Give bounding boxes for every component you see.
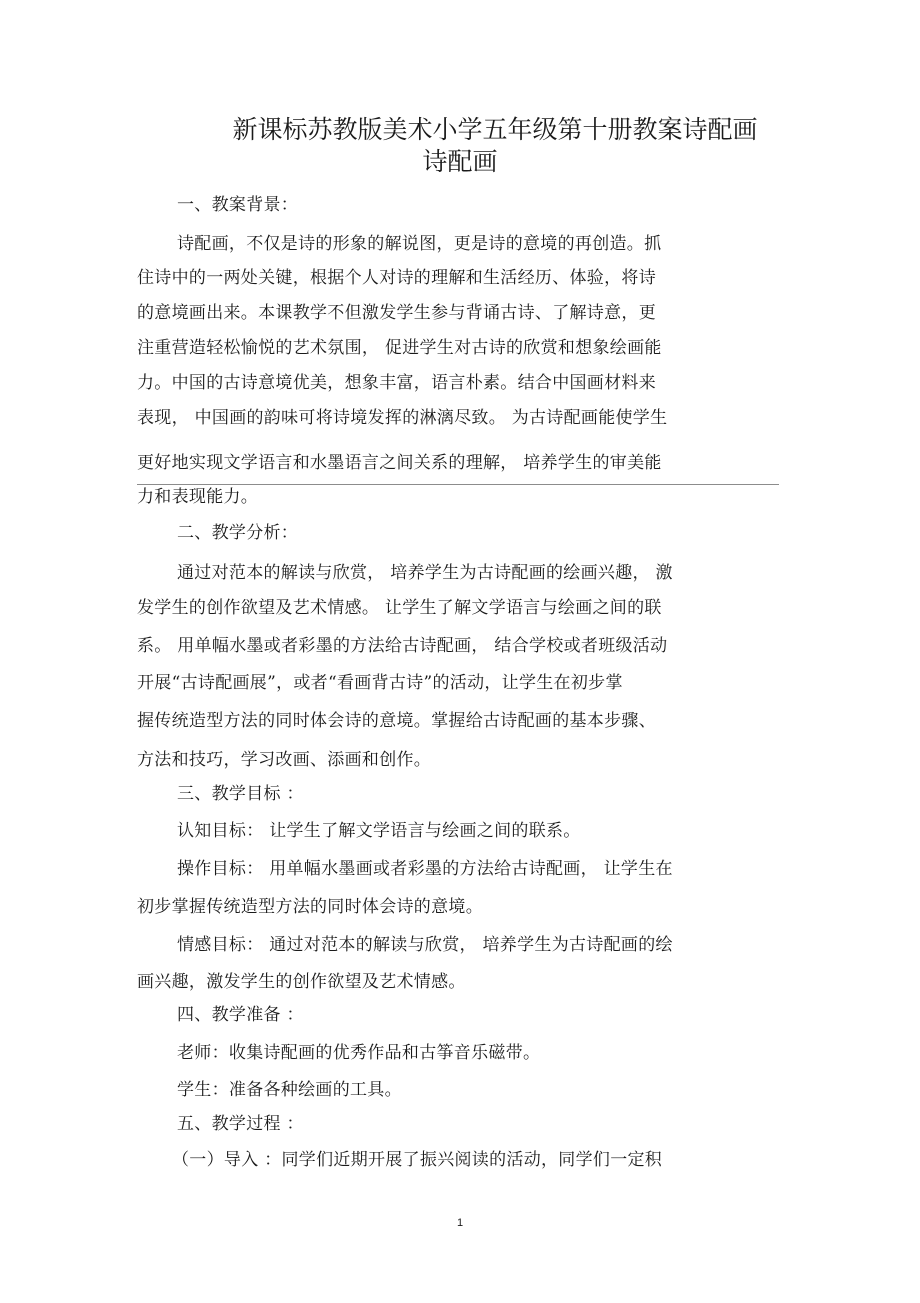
paragraph-line: 系。 用单幅水墨或者彩墨的方法给古诗配画， 结合学校或者班级活动 (137, 636, 668, 656)
document-subtitle: 诗配画 (422, 147, 498, 176)
paragraph-line: 发学生的创作欲望及艺术情感。 让学生了解文学语言与绘画之间的联 (137, 598, 662, 618)
paragraph-line: 握传统造型方法的同时体会诗的意境。掌握给古诗配画的基本步骤、 (137, 711, 656, 731)
page-number: 1 (456, 1217, 464, 1229)
prep-teacher: 老师：收集诗配画的优秀作品和古筝音乐磁带。 (177, 1043, 541, 1063)
prep-student: 学生：准备各种绘画的工具。 (177, 1080, 402, 1100)
section-heading-process: 五、教学过程 ： (177, 1114, 304, 1134)
paragraph-line: 开展“古诗配画展”，或者“看画背古诗”的活动，让学生在初步掌 (137, 673, 623, 693)
section-heading-analysis: 二、教学分析： (177, 523, 299, 543)
paragraph-line: 力和表现能力。 (137, 487, 259, 507)
paragraph-line: 通过对范本的解读与欣赏， 培养学生为古诗配画的绘画兴趣， 激 (177, 563, 673, 583)
goal-emotion-line: 画兴趣，激发学生的创作欲望及艺术情感。 (137, 972, 466, 992)
section-heading-preparation: 四、教学准备 ： (177, 1005, 304, 1025)
goal-operation-line: 操作目标： 用单幅水墨画或者彩墨的方法给古诗配画， 让学生在 (177, 859, 673, 879)
paragraph-line: 的意境画出来。本课教学不但激发学生参与背诵古诗、了解诗意，更 (137, 303, 656, 323)
process-intro: （一）导入 ：同学们近期开展了振兴阅读的活动，同学们一定积 (172, 1150, 663, 1170)
goal-cognitive: 认知目标： 让学生了解文学语言与绘画之间的联系。 (177, 821, 581, 841)
document-title: 新课标苏教版美术小学五年级第十册教案诗配画 (232, 115, 758, 144)
section-heading-background: 一、教案背景： (177, 195, 299, 215)
paragraph-line: 更好地实现文学语言和水墨语言之间关系的理解， 培养学生的审美能 (137, 453, 662, 473)
paragraph-line: 表现， 中国画的韵味可将诗境发挥的淋漓尽致。 为古诗配画能使学生 (137, 408, 668, 428)
paragraph-line: 诗配画，不仅是诗的形象的解说图，更是诗的意境的再创造。抓 (177, 234, 662, 254)
section-heading-goals: 三、教学目标 ： (177, 784, 304, 804)
paragraph-line: 住诗中的一两处关键，根据个人对诗的理解和生活经历、体验，将诗 (137, 268, 656, 288)
goal-emotion-line: 情感目标： 通过对范本的解读与欣赏， 培养学生为古诗配画的绘 (177, 935, 673, 955)
paragraph-line: 力。中国的古诗意境优美，想象丰富，语言朴素。结合中国画材料来 (137, 373, 656, 393)
goal-operation-line: 初步掌握传统造型方法的同时体会诗的意境。 (137, 897, 483, 917)
paragraph-line: 方法和技巧，学习改画、添画和创作。 (137, 750, 432, 770)
paragraph-line: 注重营造轻松愉悦的艺术氛围， 促进学生对古诗的欣赏和想象绘画能 (137, 338, 662, 358)
